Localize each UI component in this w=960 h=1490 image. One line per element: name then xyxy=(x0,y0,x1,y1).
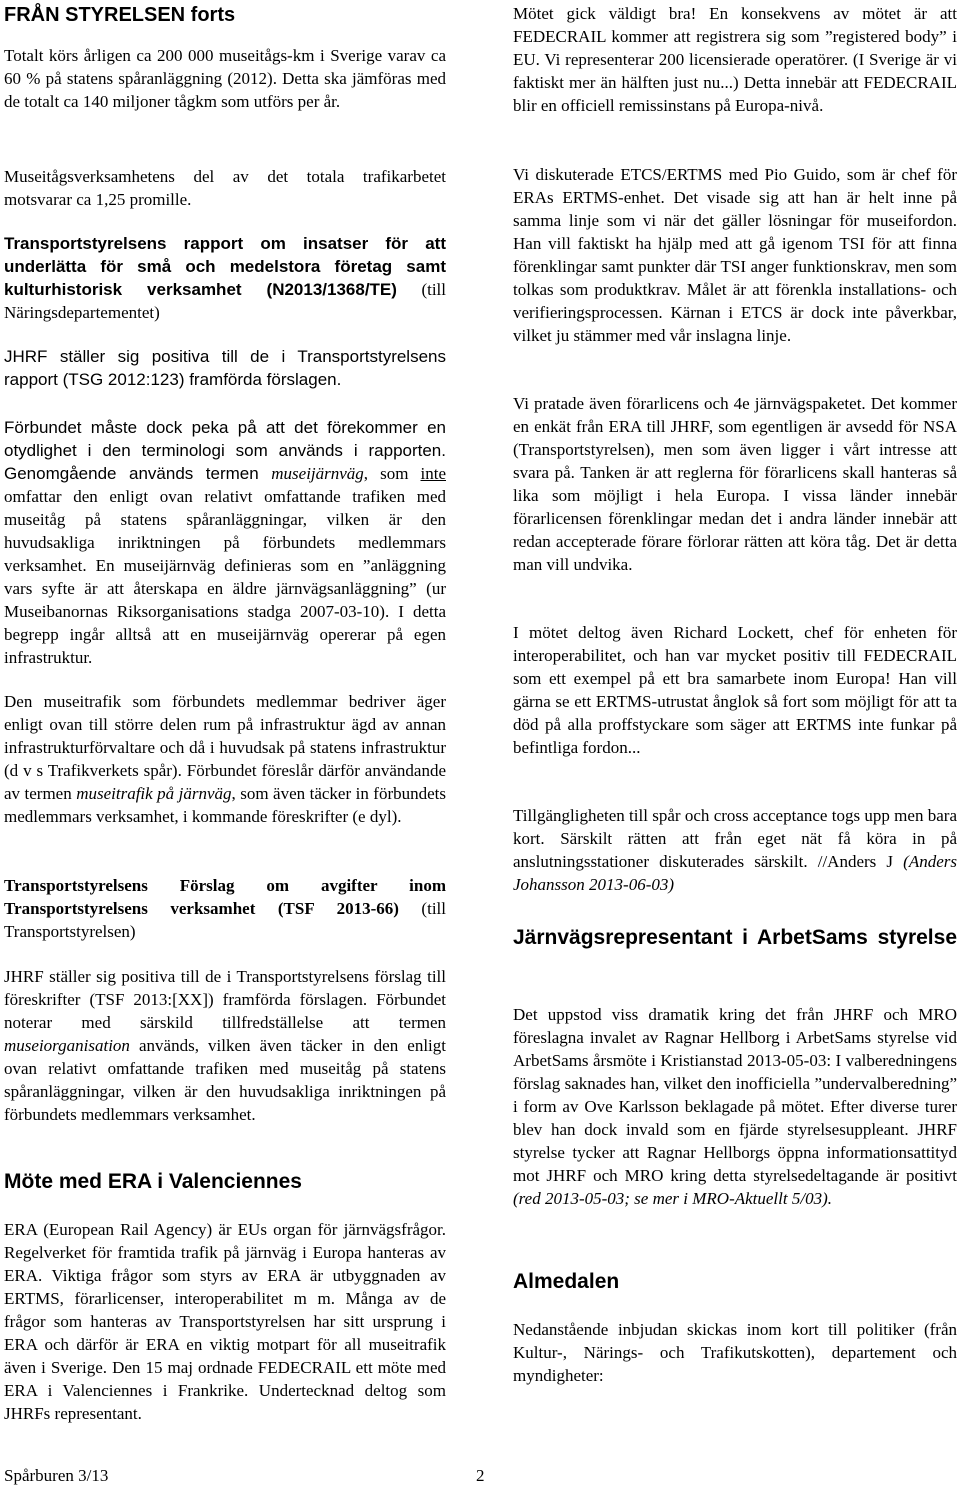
paragraph-tillganglighet xyxy=(513,804,957,896)
paragraph-foreskrifter xyxy=(4,965,446,1126)
avgifter-title: Transportstyrelsens Förslag om avgifter inom Transportstyrelsens verksamhet (TSF 2013-66) xyxy=(4,876,446,918)
arbetsams-text: Det uppstod viss dramatik kring det från JHRF och MRO föreslagna invalet av Ragnar Hellborg i ArbetSams styrelse vid ArbetSams årsmöte i Kristianstad 2013-05-03: I valberedningens förslag saknades han, vilket den inofficiella ”undervalberedning” i form av Ove Karlsson beklagade på mötet. Efter diverse turer blev han dock invald som en fjärde styrelsesuppleant. JHRF styrelse tycker att Ragnar Hellborgs öppna informationsattityd mot JHRF och MRO kring detta styrelsedeltagande är positivt xyxy=(513,1005,957,1185)
foreskrifter-rest: används, vilken även täcker in den enligt ovan relativt omfattande trafiken med museitåg på statens spåranläggningar, vilken är den huvudsakliga inriktningen på förbundets medlemmars verksamhet. xyxy=(4,1036,446,1124)
paragraph-lockett: I mötet deltog även Richard Lockett, chef för enheten för interoperabilitet, och han var mycket positiv till FEDECRAIL som ett exempel på ett bra samarbete inom Europa! Han vill gärna se ett ERTMS-utrustat ånglok så fort som möjligt för att ta död på alla proffstyckare som säger att ERTMS inte funkar på befintliga fordon... xyxy=(513,623,957,757)
heading-arbetsams: Järnvägsrepresentant i ArbetSams styrelse xyxy=(513,926,957,949)
terminologi-som: , som xyxy=(363,464,421,483)
footer-publication: Spårburen 3/13 xyxy=(4,1466,109,1485)
paragraph-era: ERA (European Rail Agency) är EUs organ för järnvägsfrågor. Regelverket för framtida trafik på järnväg i Europa hanteras av ERA. Viktiga frågor som styrs av ERA är utbyggnaden av ERTMS, förarlicenser, interoperabilitet m m. Många av de frågor som hanteras av Transportstyrelsen har sitt ursprung i ERA och därför är ERA en viktig motpart för all museitrafik även i Sverige. Den 15 maj ordnade FEDECRAIL ett möte med ERA i Valenciennes i Frankrike. Undertecknad deltog som JHRFs representant. xyxy=(4,1220,446,1423)
museitrafik-intro: Den museitrafik som förbundets medlemmar bedriver äger enligt ovan till större delen rum på infrastruktur ägd av annan infrastrukturförvaltare och då i huvudsak på statens infrastruktur (d v s Trafikverkets spår). Förbundet föreslår därför användande av termen xyxy=(4,692,446,803)
term-museiorganisation: museiorganisation xyxy=(4,1036,130,1055)
arbetsams-reference: (red 2013-05-03; se mer i MRO-Aktuellt 5/03). xyxy=(513,1189,832,1208)
heading-almedalen: Almedalen xyxy=(513,1270,620,1293)
paragraph-promille: Museitågsverksamhetens del av det totala trafikarbetet motsvarar ca 1,25 promille. xyxy=(4,167,446,209)
heading-mote-era: Möte med ERA i Valenciennes xyxy=(4,1170,302,1193)
term-museijarnvag: museijärnväg xyxy=(271,464,364,483)
terminologi-intro: Förbundet måste dock peka på att det förekommer en otydlighet i den terminologi som används i rapporten. Genomgående används termen xyxy=(4,418,446,483)
tillganglighet-text: Tillgängligheten till spår och cross acceptance togs upp men bara kort. Särskilt rätten att från eget nät få köra in på anslutningsstationer diskuterades särskilt. //Anders J xyxy=(513,806,957,871)
paragraph-museitrafik xyxy=(4,690,446,828)
paragraph-terminologi xyxy=(4,416,446,669)
rapport-recipient: (till Näringsdepartementet) xyxy=(4,280,446,322)
rapport-title: Transportstyrelsens rapport om insatser för att underlätta för små och medelstora företag samt kulturhistorisk verksamhet (N2013/1368/TE) xyxy=(4,234,446,299)
foreskrifter-intro: JHRF ställer sig positiva till de i Transportstyrelsens förslag till föreskrifter (TSF 2013:[XX]) framförda förslagen. Förbundet noterar med särskild tillfredställelse att termen xyxy=(4,967,446,1032)
paragraph-jhrf-positiva: JHRF ställer sig positiva till de i Transportstyrelsens rapport (TSG 2012:123) framförda förslagen. xyxy=(4,347,446,389)
paragraph-museitag-km: Totalt körs årligen ca 200 000 museitågs-km i Sverige varav ca 60 % på statens spåranläggning (2012). Detta ska jämföras med de totalt ca 140 miljoner tågkm som utförs per år. xyxy=(4,46,446,111)
paragraph-arbetsams xyxy=(513,1003,957,1210)
term-inte: inte xyxy=(420,464,446,483)
paragraph-motet: Mötet gick väldigt bra! En konsekvens av mötet är att FEDECRAIL kommer att registrera sig som ”registered body” i EU. Vi representerar 200 licensierade operatörer. (I Sverige är vi faktiskt mer än hälften just nu...) Detta innebär att FEDECRAIL blir en officiell remissinstans på Europa-nivå. xyxy=(513,4,957,115)
museitrafik-rest: , som även täcker in förbundets medlemmars verksamhet, i kommande föreskrifter (e dyl). xyxy=(4,784,446,826)
paragraph-forarlicens: Vi pratade även förarlicens och 4e järnvägspaketet. Det kommer en enkät från ERA till JHRF, som egentligen är avsedd för NSA (Transportstyrelsen), men som även ligger i vårt intresse att svara på. Tanken är att reglerna för förarlicens skall hanteras så lika som möjligt i hela Europa. I vissa länder innebär förarlicensen förenklingar medan det i andra länder innebär att redan accepterade förare förlorar rätten att köra tåg. Det är detta man vill undvika. xyxy=(513,394,957,574)
paragraph-rapport-heading xyxy=(4,232,446,324)
paragraph-almedalen: Nedanstående inbjudan skickas inom kort till politiker (från Kultur-, Närings- och Trafikutskotten), departement och myndigheter: xyxy=(513,1320,957,1385)
paragraph-avgifter-heading xyxy=(4,874,446,943)
footer-page-number: 2 xyxy=(476,1466,485,1485)
avgifter-recipient: (till Transportstyrelsen) xyxy=(4,899,446,941)
paragraph-etcs: Vi diskuterade ETCS/ERTMS med Pio Guido, som är chef för ERAs ERTMS-enhet. Det visade sig att han är helt inne på samma linje som vi när det gäller lösningar för museifordon. Han vill faktiskt ha hjälp med att gå igenom TSI för att finna förenklingar samt punkter där TSI anger funktionskrav, men som tolkas som produktkrav. Målet är att förenkla installations- och verifieringsprocessen. Kärnan i ETCS är dock inte påverkbar, vilket ju stämmer med vår inslagna linje. xyxy=(513,165,957,345)
signature-anders: (Anders Johansson 2013-06-03) xyxy=(513,852,957,894)
terminologi-rest: omfattar den enligt ovan relativt omfattande trafiken med museitåg på statens spåranläggningar, vilken är den huvudsakliga inriktningen på förbundets medlemmars verksamhet. En museijärnväg definieras som en ”anläggning vars syfte är att återskapa en äldre järnvägsanläggning” (ur Museibanornas Riksorganisations stadga 2007-03-10). I detta begrepp ingår alltså att en museijärnväg opererar på egen infrastruktur. xyxy=(4,487,446,667)
page-title: FRÅN STYRELSEN forts xyxy=(4,4,236,26)
term-museitrafik: museitrafik på järnväg xyxy=(76,784,232,803)
